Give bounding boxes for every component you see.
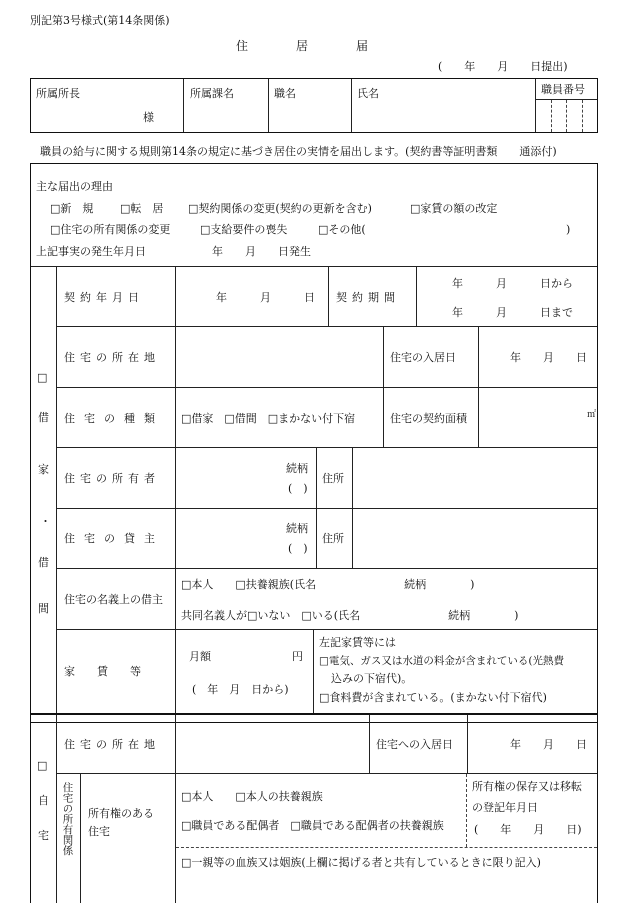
occurrence-date-value[interactable]: 年 月 日発生 bbox=[212, 245, 311, 258]
contract-period-label: 契約期間 bbox=[336, 291, 400, 304]
own-side-char: 宅 bbox=[38, 829, 49, 842]
reason-contract-change[interactable]: □契約関係の変更(契約の更新を含む) bbox=[188, 202, 372, 215]
dept-section-label: 所属課名 bbox=[190, 87, 234, 100]
area-unit: ㎡ bbox=[587, 410, 597, 420]
rental-side-char: ・ bbox=[40, 515, 51, 528]
registration-label: 所有権の保存又は移転 bbox=[472, 780, 582, 793]
nominal-lessee-options[interactable]: □本人 □扶養親族(氏名 続柄 ) bbox=[181, 578, 475, 591]
rent-note-utilities-cont: 込みの下宿代)。 bbox=[331, 672, 413, 685]
own-side-char: 自 bbox=[38, 794, 49, 807]
reason-ownership-change[interactable]: □住宅の所有関係の変更 bbox=[50, 223, 171, 236]
applicant-table bbox=[30, 78, 598, 133]
owned-house-label: 所有権のある bbox=[88, 807, 154, 820]
staff-no-label: 職員番号 bbox=[541, 83, 585, 96]
rent-from-date[interactable]: ( 年 月 日から) bbox=[192, 683, 289, 696]
reasons-heading: 主な届出の理由 bbox=[36, 180, 113, 193]
rent-note-head: 左記家賃等には bbox=[319, 636, 396, 649]
owned-house-label-2: 住宅 bbox=[88, 825, 110, 838]
rental-movein-value[interactable]: 年 月 日 bbox=[510, 351, 587, 364]
rent-yen-label: 円 bbox=[292, 650, 303, 663]
contract-period-to[interactable]: 年 月 日まで bbox=[452, 306, 573, 319]
owner-options-1[interactable]: □本人 □本人の扶養親族 bbox=[181, 790, 323, 803]
contract-date-label: 契約年月日 bbox=[64, 291, 144, 304]
co-signer-options[interactable]: 共同名義人が□いない □いる(氏名 続柄 ) bbox=[181, 609, 519, 622]
ownership-relation-label: 住宅の所有関係 bbox=[61, 782, 74, 856]
rental-side-char: 間 bbox=[38, 602, 49, 615]
dept-head-label: 所属所長 bbox=[36, 87, 80, 100]
submit-date[interactable]: ( 年 月 日提出) bbox=[438, 60, 568, 73]
job-title-label: 職名 bbox=[274, 87, 296, 100]
form-title: 住 居 届 bbox=[236, 39, 369, 53]
reason-other-close: ) bbox=[566, 223, 571, 236]
kin-note[interactable]: □一親等の血族又は姻族(上欄に掲げる者と共有しているときに限り記入) bbox=[181, 856, 541, 869]
name-label: 氏名 bbox=[357, 87, 379, 100]
rental-movein-label: 住宅の入居日 bbox=[390, 351, 456, 364]
owner-address-label: 住所 bbox=[322, 472, 344, 485]
form-id: 別記第3号様式(第14条関係) bbox=[30, 14, 170, 27]
intro-text: 職員の給与に関する規則第14条の規定に基づき居住の実情を届出します。(契約書等証明書類 通添付) bbox=[40, 145, 557, 158]
registration-date[interactable]: ( 年 月 日) bbox=[474, 823, 582, 836]
owner-options-2[interactable]: □職員である配偶者 □職員である配偶者の扶養親族 bbox=[181, 819, 444, 832]
housing-type-label: 住宅の種類 bbox=[64, 412, 164, 425]
rent-monthly-label: 月額 bbox=[189, 650, 211, 663]
landlord-address-label: 住所 bbox=[322, 532, 344, 545]
owner-label: 住宅の所有者 bbox=[64, 472, 160, 485]
registration-label-2: の登記年月日 bbox=[472, 801, 538, 814]
rental-side-char: 家 bbox=[38, 463, 49, 476]
owner-relation-label: 続柄 bbox=[286, 462, 308, 475]
rental-side-box[interactable]: □ bbox=[37, 371, 48, 384]
own-movein-value[interactable]: 年 月 日 bbox=[510, 738, 587, 751]
contract-area-label: 住宅の契約面積 bbox=[390, 412, 467, 425]
landlord-relation-label: 続柄 bbox=[286, 522, 308, 535]
rent-note-utilities[interactable]: □電気、ガス又は水道の料金が含まれている(光熱費 bbox=[319, 655, 565, 667]
rental-side-char: 借 bbox=[38, 411, 49, 424]
rent-note-food[interactable]: □食料費が含まれている。(まかない付下宿代) bbox=[319, 691, 547, 704]
own-address-label: 住宅の所在地 bbox=[64, 738, 160, 751]
occurrence-date-label: 上記事実の発生年月日 bbox=[36, 245, 146, 258]
own-movein-label: 住宅への入居日 bbox=[376, 738, 453, 751]
contract-period-from[interactable]: 年 月 日から bbox=[452, 277, 573, 290]
landlord-relation-paren[interactable]: ( ) bbox=[288, 542, 308, 555]
owner-relation-paren[interactable]: ( ) bbox=[288, 482, 308, 495]
sama-label: 様 bbox=[143, 111, 154, 124]
rent-label: 家 賃 等 bbox=[64, 665, 141, 678]
housing-type-options[interactable]: □借家 □借間 □まかない付下宿 bbox=[181, 412, 356, 425]
rental-address-label: 住宅の所在地 bbox=[64, 351, 160, 364]
own-side-box[interactable]: □ bbox=[37, 759, 48, 772]
reason-loss-eligibility[interactable]: □支給要件の喪失 bbox=[200, 223, 288, 236]
nominal-lessee-label: 住宅の名義上の借主 bbox=[64, 593, 163, 606]
rental-side-char: 借 bbox=[38, 556, 49, 569]
landlord-label: 住宅の貸主 bbox=[64, 532, 164, 545]
reason-move[interactable]: □転 居 bbox=[120, 202, 164, 215]
reason-new[interactable]: □新 規 bbox=[50, 202, 94, 215]
reason-rent-revision[interactable]: □家賃の額の改定 bbox=[410, 202, 498, 215]
reason-other[interactable]: □その他( bbox=[318, 223, 366, 236]
contract-date-value[interactable]: 年 月 日 bbox=[216, 291, 315, 304]
